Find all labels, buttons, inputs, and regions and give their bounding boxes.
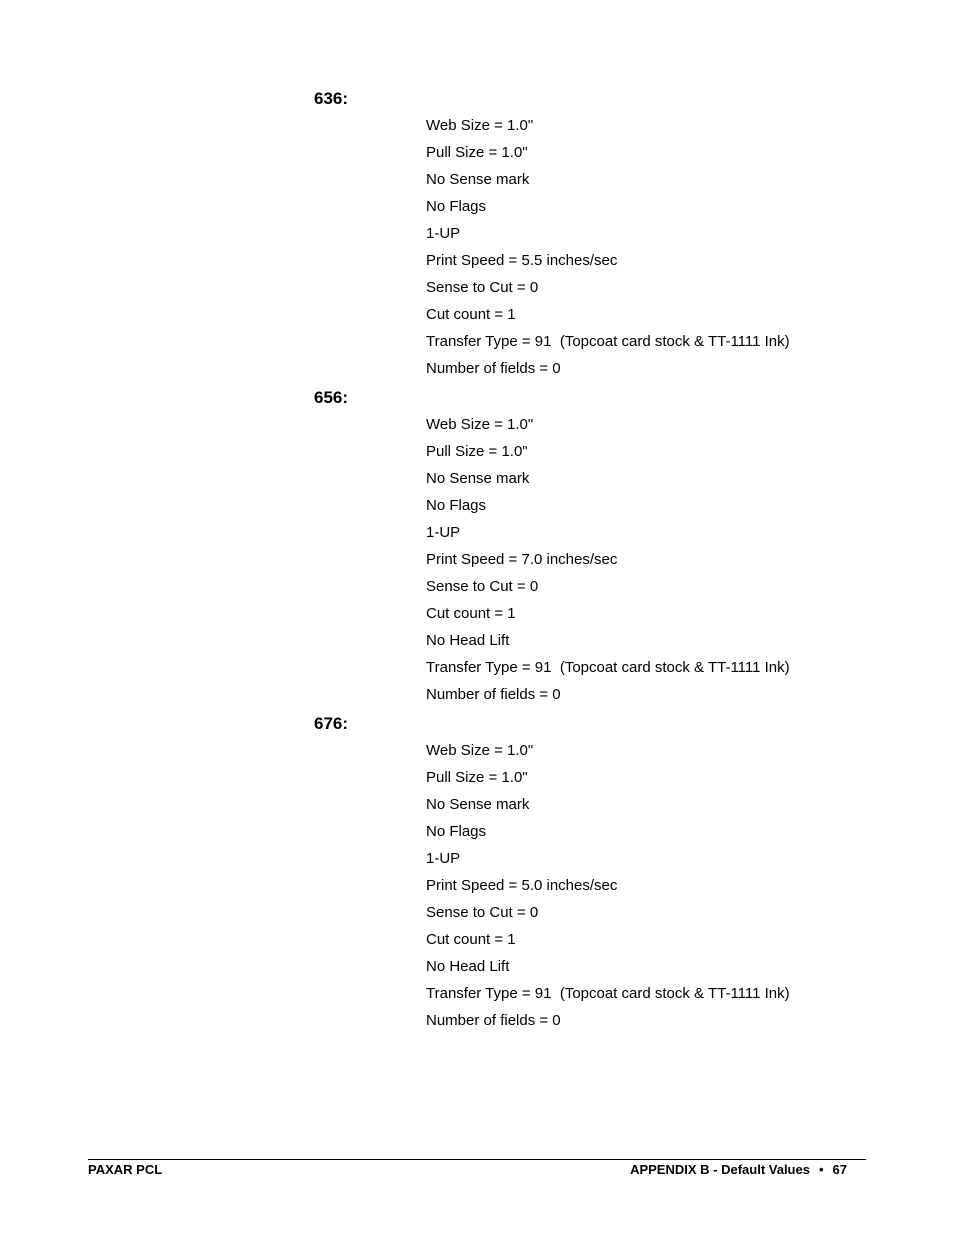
settings-section	[0, 85, 954, 382]
setting-item: Web Size = 1.0"	[426, 416, 534, 433]
setting-item: Transfer Type = 91 (Topcoat card stock & TT-1111 Ink)	[426, 333, 790, 350]
setting-item: No Head Lift	[426, 632, 510, 649]
settings-section	[0, 384, 954, 708]
footer-rule	[88, 1159, 866, 1160]
setting-item: Transfer Type = 91 (Topcoat card stock & TT-1111 Ink)	[426, 985, 790, 1002]
setting-item: No Flags	[426, 497, 487, 514]
setting-item: Print Speed = 5.0 inches/sec	[426, 877, 618, 894]
setting-item: Cut count = 1	[426, 605, 516, 622]
setting-item: Print Speed = 5.5 inches/sec	[426, 252, 618, 269]
page-number: 67	[832, 1162, 847, 1177]
setting-item: Web Size = 1.0"	[426, 117, 534, 134]
setting-item: Number of fields = 0	[426, 360, 561, 377]
setting-item: No Head Lift	[426, 958, 510, 975]
footer-left-text: PAXAR PCL	[88, 1162, 163, 1177]
setting-item: 1-UP	[426, 850, 461, 867]
section-heading: 676:	[314, 714, 349, 733]
setting-item: Pull Size = 1.0"	[426, 144, 528, 161]
setting-item: 1-UP	[426, 524, 461, 541]
section-heading: 636:	[314, 89, 349, 108]
setting-item: Web Size = 1.0"	[426, 742, 534, 759]
setting-item: Number of fields = 0	[426, 1012, 561, 1029]
setting-item: 1-UP	[426, 225, 461, 242]
setting-item: Print Speed = 7.0 inches/sec	[426, 551, 618, 568]
footer-bullet: •	[818, 1162, 824, 1177]
setting-item: Sense to Cut = 0	[426, 904, 539, 921]
setting-item: Transfer Type = 91 (Topcoat card stock & TT-1111 Ink)	[426, 659, 790, 676]
setting-item: Pull Size = 1.0"	[426, 443, 528, 460]
setting-item: Sense to Cut = 0	[426, 578, 539, 595]
setting-item: No Flags	[426, 198, 487, 215]
setting-item: Cut count = 1	[426, 931, 516, 948]
setting-item: No Sense mark	[426, 470, 530, 487]
setting-item: No Flags	[426, 823, 487, 840]
setting-item: Pull Size = 1.0"	[426, 769, 528, 786]
section-heading: 656:	[314, 388, 349, 407]
footer-appendix-title: APPENDIX B - Default Values	[630, 1162, 810, 1177]
footer-right	[630, 1161, 847, 1179]
setting-item: Sense to Cut = 0	[426, 279, 539, 296]
setting-item: Number of fields = 0	[426, 686, 561, 703]
document-body	[0, 85, 954, 1034]
settings-section	[0, 710, 954, 1034]
setting-item: No Sense mark	[426, 796, 530, 813]
setting-item: Cut count = 1	[426, 306, 516, 323]
setting-item: No Sense mark	[426, 171, 530, 188]
